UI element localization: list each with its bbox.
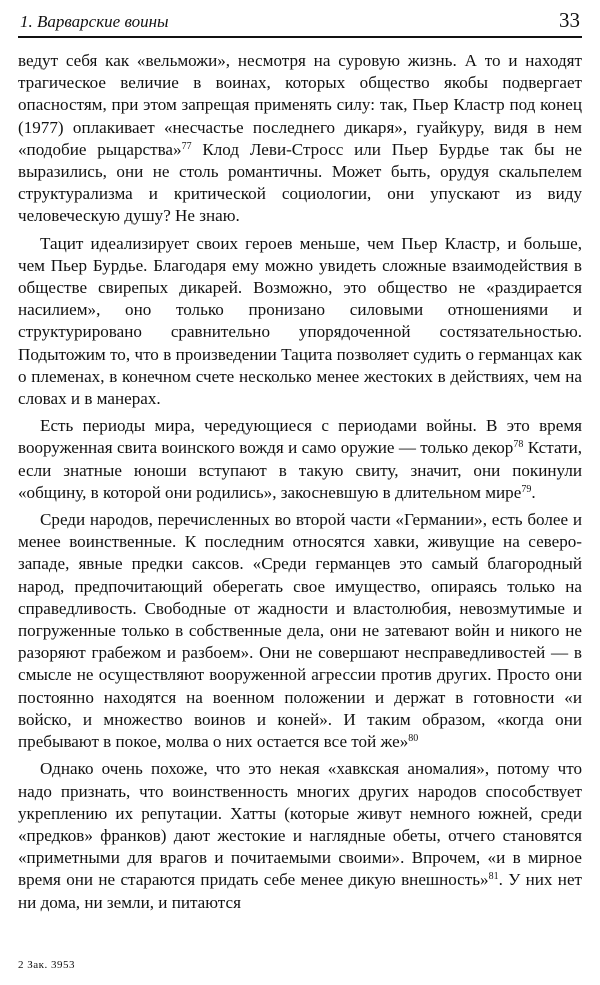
footnote-marker: 79 — [521, 483, 532, 495]
paragraph-text: Есть периоды мира, чередующиеся с периодами войны. В это время вооруженная свита воинского вождя и само оружие — только декор — [18, 416, 582, 458]
footnote-marker: 77 — [181, 140, 192, 152]
chapter-title: 1. Варварские воины — [20, 12, 169, 31]
paragraph-text: ведут себя как «вельможи», несмотря на суровую жизнь. А то и находят трагическое величие в воинах, которых общество якобы подвергает опасностям, при этом запрещая применять силу: так, Пьер Кластр под конец (1977) оплакивает «несчастье последнего дикаря», гуайкуру, видя в нем «подобие рыцарства» — [18, 51, 582, 159]
body-text — [18, 50, 582, 919]
running-header — [18, 6, 582, 38]
paragraph — [18, 233, 582, 411]
footnote-marker: 80 — [408, 733, 419, 745]
paragraph — [18, 415, 582, 504]
printer-signature: 2 Зак. 3953 — [18, 959, 75, 971]
paragraph-text: Среди народов, перечисленных во второй части «Германии», есть более и менее воинственные. К последним относятся хавки, живущие на северо-западе, явные предки саксов. «Среди германцев это самый благородный народ, предпочитающий оберегать свое имущество, опираясь только на справедливость. Свободные от жадности и властолюбия, невозмутимые и погруженные только в собственные дела, они не затевают войн и никого не разоряют грабежом и разбоем». Они не совершают несправедливостей — в смысле не осуществляют вооруженной агрессии против других. Просто они постоянно находятся на военном положении и держат в готовности «и войско, и множество воинов и коней». И таким образом, «когда они пребывают в покое, молва о них остается все той же» — [18, 510, 582, 752]
paragraph-text: Однако очень похоже, что это некая «хавкская аномалия», потому что надо признать, что воинственность многих других народов способствует укреплению их репутации. Хатты (которые живут немного южней, среди «предков» франков) дают жестокие и наглядные обеты, отчего становятся «приметными для врагов и почитаемыми своими». Впрочем, «и в мирное время они не стараются придать себе менее дикую внешность» — [18, 759, 582, 890]
paragraph — [18, 758, 582, 913]
page-number: 33 — [559, 8, 580, 32]
paragraph-text: Тацит идеализирует своих героев меньше, чем Пьер Кластр, и больше, чем Пьер Бурдье. Благодаря ему можно увидеть сложные взаимодействия в обществе свирепых дикарей. Возможно, это общество не «раздирается насилием», оно только пронизано силовыми отношениями и структурировано сравнительно упорядоченной состязательностью. Подытожим то, что в произведении Тацита позволяет судить о германцах как о племенах, в конечном счете несколько менее жестоких в действиях, чем на словах и в манерах. — [18, 233, 582, 409]
paragraph-text: Кстати, если знатные юноши вступают в такую свиту, значит, они покинули «общину, в которой они родились», закосневшую в длительном мире — [18, 438, 582, 502]
paragraph-text: Клод Леви-Стросс или Пьер Бурдье так бы не выразились, они не столь романтичны. Может быть, орудуя скальпелем структурализма и критической социологии, они упускают из виду человеческую душу? Не знаю. — [18, 139, 582, 226]
paragraph-text: . — [531, 482, 536, 502]
footnote-marker: 78 — [513, 439, 524, 451]
footnote-marker: 81 — [488, 871, 499, 883]
paragraph — [18, 509, 582, 753]
paragraph-text: . У них нет ни дома, ни земли, и питаются — [18, 870, 583, 912]
paragraph — [18, 50, 582, 228]
